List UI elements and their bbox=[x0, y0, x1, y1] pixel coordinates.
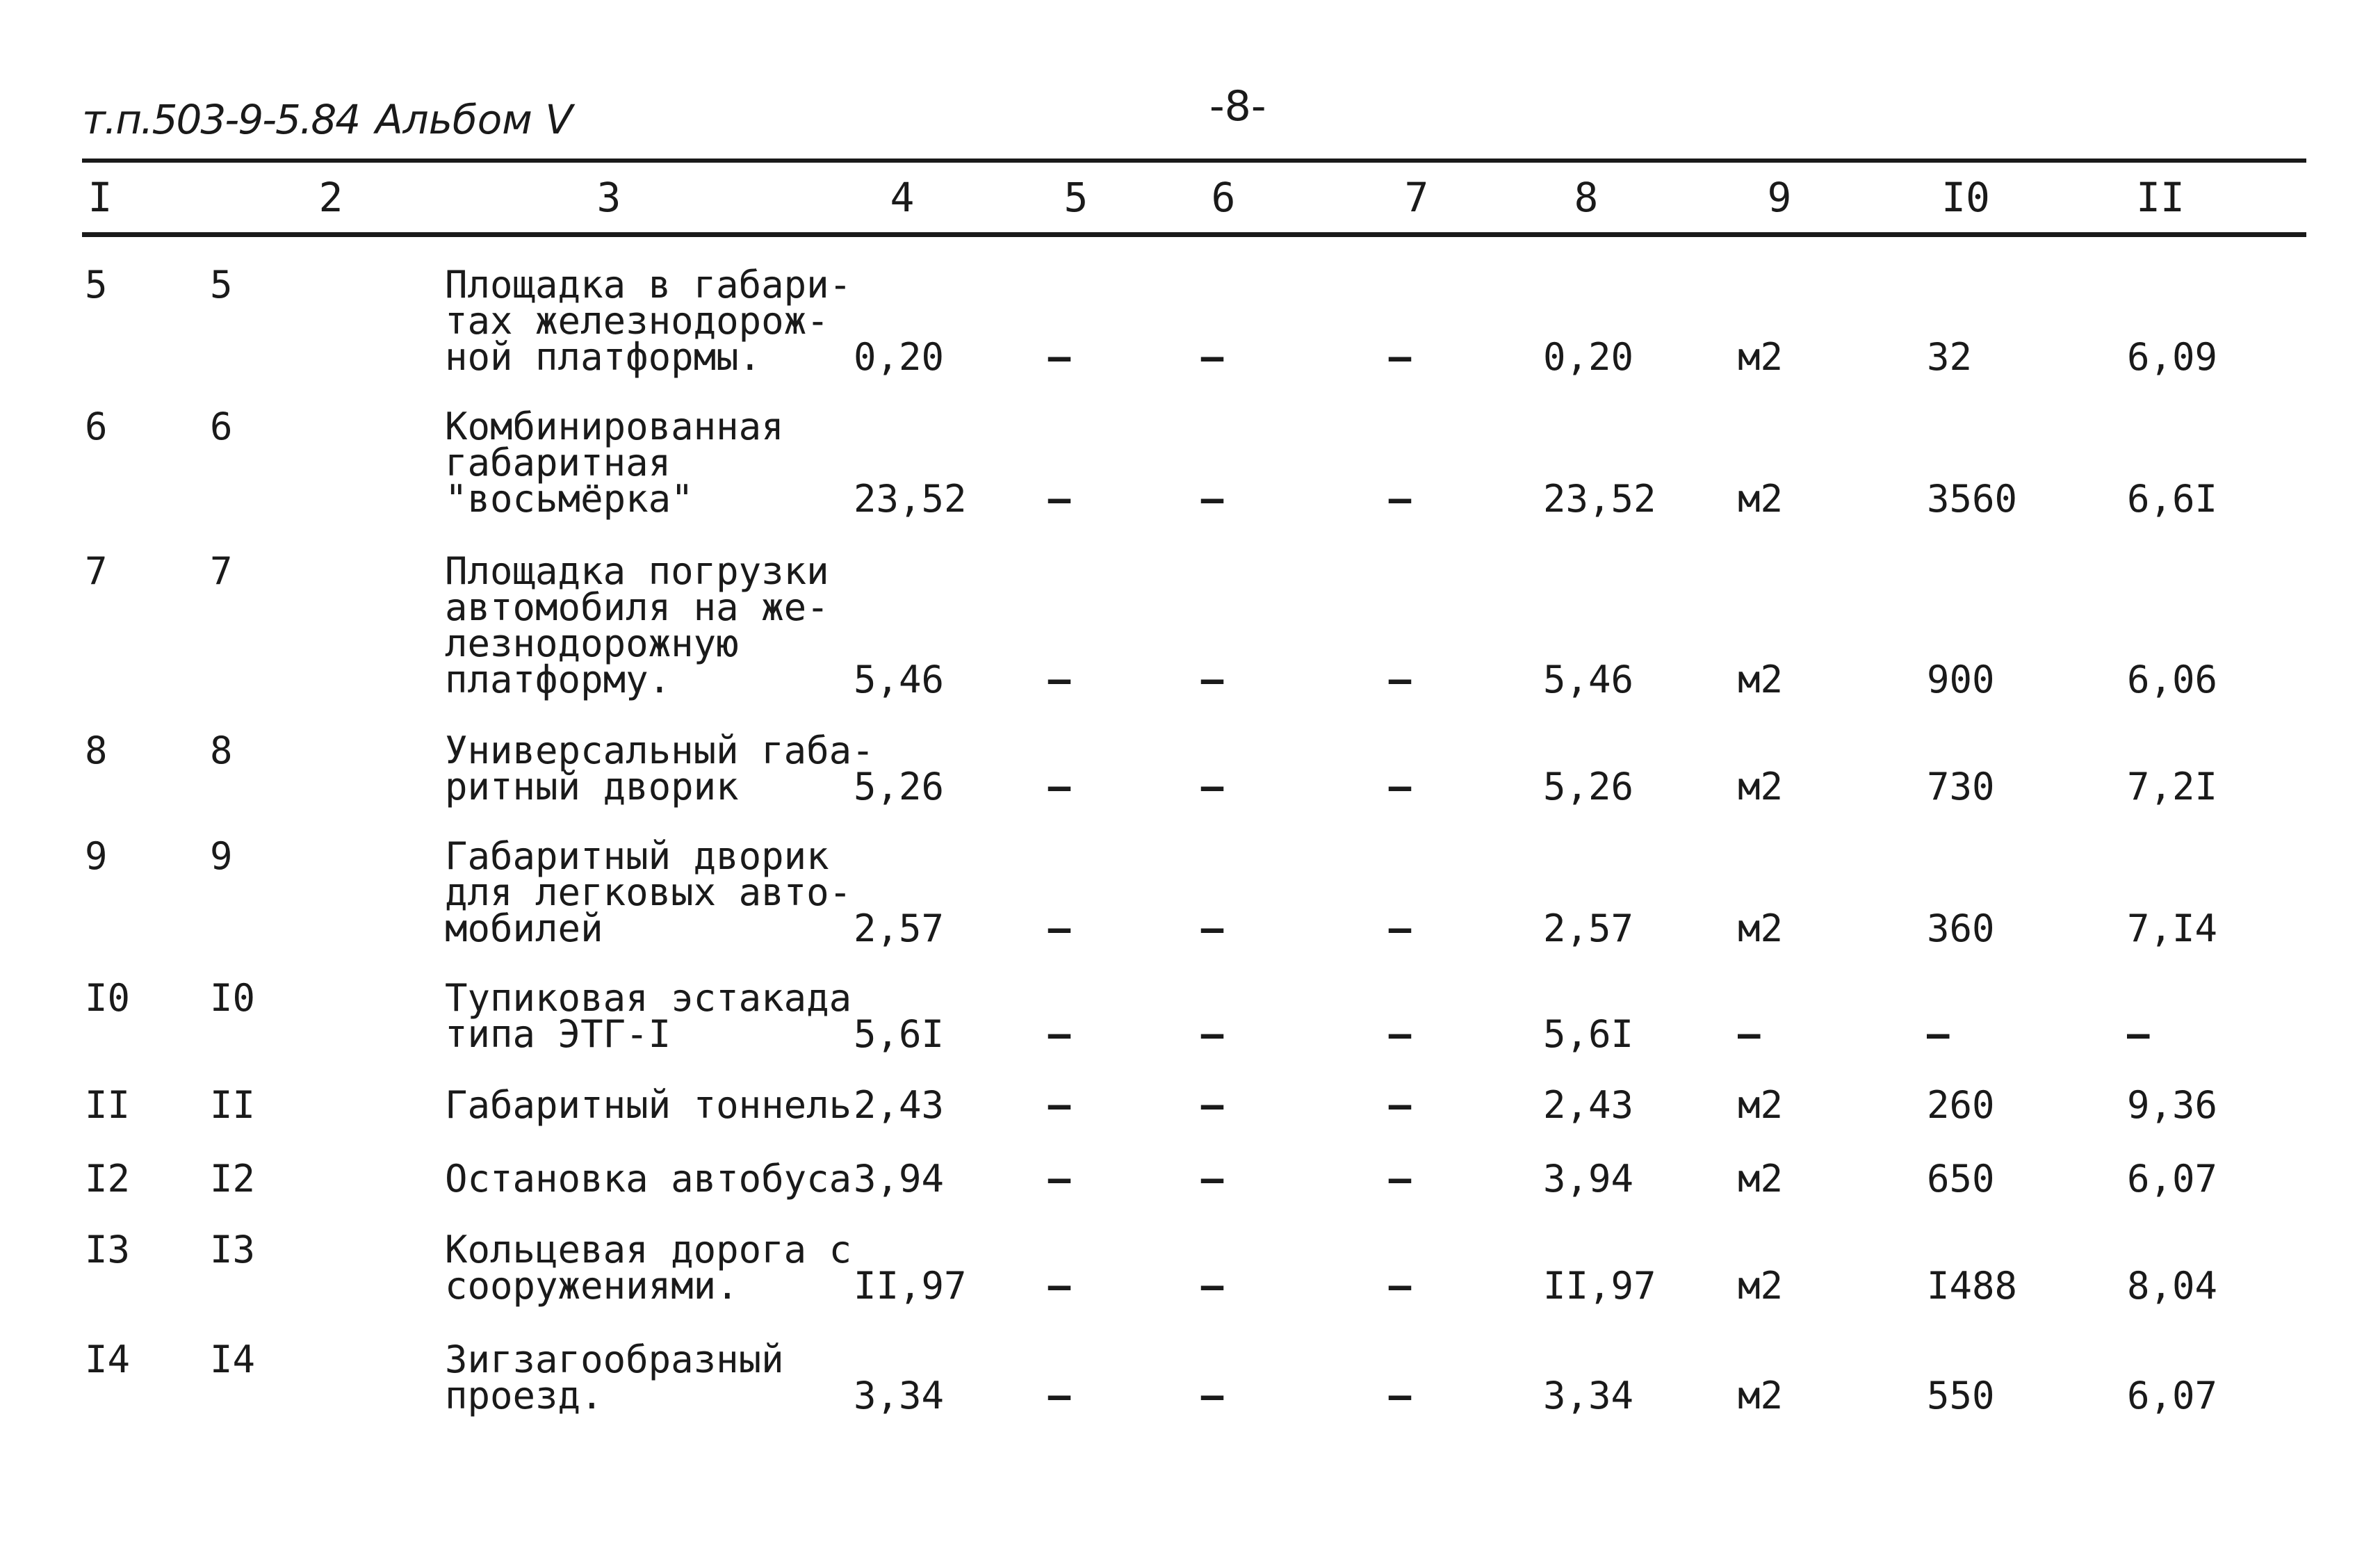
unit: м2 bbox=[1738, 907, 1784, 950]
value-col7: – bbox=[1388, 658, 1412, 701]
col-header-1: I bbox=[88, 174, 113, 221]
col-header-4: 4 bbox=[890, 174, 915, 221]
value-col8: 0,20 bbox=[1543, 335, 1634, 379]
page-number: -8- bbox=[1209, 82, 1266, 131]
item-number: I3 bbox=[210, 1228, 256, 1271]
value-col6: – bbox=[1200, 765, 1224, 809]
row-number: 8 bbox=[85, 729, 108, 772]
item-name: Комбинированная габаритная "восьмёрка" bbox=[445, 405, 784, 521]
value-col4: 5,6I bbox=[854, 1012, 945, 1056]
value-col4: 2,43 bbox=[854, 1083, 945, 1127]
item-name: Площадка в габари- тах железнодорож- ной платформы. bbox=[445, 263, 852, 379]
value-col6: – bbox=[1200, 907, 1224, 950]
unit: м2 bbox=[1738, 1157, 1784, 1201]
col-header-3: 3 bbox=[596, 174, 621, 221]
value-col10: 550 bbox=[1927, 1374, 1995, 1417]
value-col5: – bbox=[1048, 1374, 1071, 1417]
document-code: т.п.503-9-5.84 bbox=[82, 96, 360, 143]
value-col4: 2,57 bbox=[854, 907, 945, 950]
value-col8: II,97 bbox=[1543, 1264, 1656, 1308]
value-col6: – bbox=[1200, 1264, 1224, 1308]
item-number: 8 bbox=[210, 729, 233, 772]
value-col11: 6,07 bbox=[2127, 1374, 2218, 1417]
row-number: 9 bbox=[85, 834, 108, 878]
value-col10: 360 bbox=[1927, 907, 1995, 950]
item-number: I2 bbox=[210, 1157, 256, 1201]
value-col4: II,97 bbox=[854, 1264, 967, 1308]
value-col7: – bbox=[1388, 1083, 1412, 1127]
value-col5: – bbox=[1048, 477, 1071, 521]
value-col4: 5,26 bbox=[854, 765, 945, 809]
col-header-8: 8 bbox=[1574, 174, 1599, 221]
value-col11: 6,09 bbox=[2127, 335, 2218, 379]
row-number: 5 bbox=[85, 263, 108, 307]
row-number: II bbox=[85, 1083, 131, 1127]
col-header-10: I0 bbox=[1941, 174, 1990, 221]
item-name: Остановка автобуса bbox=[445, 1157, 852, 1201]
item-name: Тупиковая эстакада типа ЭТГ-I bbox=[445, 976, 852, 1056]
item-name: Площадка погрузки автомобиля на же- лезнодорожную платформу. bbox=[445, 549, 829, 701]
value-col5: – bbox=[1048, 658, 1071, 701]
value-col11: 6,07 bbox=[2127, 1157, 2218, 1201]
value-col5: – bbox=[1048, 1083, 1071, 1127]
unit: м2 bbox=[1738, 1083, 1784, 1127]
value-col4: 5,46 bbox=[854, 658, 945, 701]
col-header-9: 9 bbox=[1767, 174, 1792, 221]
value-col11: 6,06 bbox=[2127, 658, 2218, 701]
value-col8: 3,34 bbox=[1543, 1374, 1634, 1417]
item-name: Кольцевая дорога с сооружениями. bbox=[445, 1228, 852, 1308]
value-col10: 900 bbox=[1927, 658, 1995, 701]
value-col4: 3,94 bbox=[854, 1157, 945, 1201]
item-number: I0 bbox=[210, 976, 256, 1020]
unit: – bbox=[1738, 1012, 1761, 1056]
value-col7: – bbox=[1388, 907, 1412, 950]
value-col6: – bbox=[1200, 335, 1224, 379]
value-col4: 3,34 bbox=[854, 1374, 945, 1417]
item-number: 5 bbox=[210, 263, 233, 307]
value-col10: 260 bbox=[1927, 1083, 1995, 1127]
value-col6: – bbox=[1200, 658, 1224, 701]
unit: м2 bbox=[1738, 765, 1784, 809]
item-name: Габаритный дворик для легковых авто- мобилей bbox=[445, 834, 852, 950]
value-col10: 32 bbox=[1927, 335, 1973, 379]
unit: м2 bbox=[1738, 658, 1784, 701]
col-header-6: 6 bbox=[1211, 174, 1236, 221]
value-col7: – bbox=[1388, 1012, 1412, 1056]
value-col6: – bbox=[1200, 1374, 1224, 1417]
value-col5: – bbox=[1048, 1264, 1071, 1308]
row-number: I4 bbox=[85, 1338, 131, 1381]
value-col8: 5,46 bbox=[1543, 658, 1634, 701]
col-header-7: 7 bbox=[1404, 174, 1429, 221]
value-col6: – bbox=[1200, 477, 1224, 521]
value-col8: 3,94 bbox=[1543, 1157, 1634, 1201]
row-number: 6 bbox=[85, 405, 108, 448]
value-col5: – bbox=[1048, 765, 1071, 809]
unit: м2 bbox=[1738, 1264, 1784, 1308]
value-col11: 7,2I bbox=[2127, 765, 2218, 809]
value-col7: – bbox=[1388, 335, 1412, 379]
album-label: Альбом V bbox=[375, 96, 573, 143]
value-col4: 23,52 bbox=[854, 477, 967, 521]
row-number: I3 bbox=[85, 1228, 131, 1271]
value-col5: – bbox=[1048, 907, 1071, 950]
value-col5: – bbox=[1048, 1012, 1071, 1056]
item-name: Зигзагообразный проезд. bbox=[445, 1338, 784, 1417]
value-col7: – bbox=[1388, 1157, 1412, 1201]
value-col11: – bbox=[2127, 1012, 2150, 1056]
value-col6: – bbox=[1200, 1083, 1224, 1127]
unit: м2 bbox=[1738, 1374, 1784, 1417]
value-col7: – bbox=[1388, 477, 1412, 521]
item-number: I4 bbox=[210, 1338, 256, 1381]
value-col8: 2,57 bbox=[1543, 907, 1634, 950]
value-col7: – bbox=[1388, 1264, 1412, 1308]
row-number: 7 bbox=[85, 549, 108, 593]
value-col5: – bbox=[1048, 335, 1071, 379]
item-number: 7 bbox=[210, 549, 233, 593]
row-number: I2 bbox=[85, 1157, 131, 1201]
item-name: Универсальный габа- ритный дворик bbox=[445, 729, 874, 809]
unit: м2 bbox=[1738, 477, 1784, 521]
value-col11: 9,36 bbox=[2127, 1083, 2218, 1127]
item-number: 6 bbox=[210, 405, 233, 448]
value-col5: – bbox=[1048, 1157, 1071, 1201]
value-col11: 7,I4 bbox=[2127, 907, 2218, 950]
unit: м2 bbox=[1738, 335, 1784, 379]
col-header-2: 2 bbox=[318, 174, 343, 221]
value-col4: 0,20 bbox=[854, 335, 945, 379]
item-name: Габаритный тоннель bbox=[445, 1083, 852, 1127]
value-col10: 3560 bbox=[1927, 477, 2018, 521]
value-col11: 8,04 bbox=[2127, 1264, 2218, 1308]
col-header-11: II bbox=[2136, 174, 2185, 221]
col-header-5: 5 bbox=[1063, 174, 1089, 221]
value-col8: 5,6I bbox=[1543, 1012, 1634, 1056]
value-col11: 6,6I bbox=[2127, 477, 2218, 521]
value-col6: – bbox=[1200, 1157, 1224, 1201]
value-col10: I488 bbox=[1927, 1264, 2018, 1308]
row-number: I0 bbox=[85, 976, 131, 1020]
value-col8: 5,26 bbox=[1543, 765, 1634, 809]
value-col6: – bbox=[1200, 1012, 1224, 1056]
value-col7: – bbox=[1388, 1374, 1412, 1417]
value-col10: 730 bbox=[1927, 765, 1995, 809]
item-number: 9 bbox=[210, 834, 233, 878]
value-col10: 650 bbox=[1927, 1157, 1995, 1201]
item-number: II bbox=[210, 1083, 256, 1127]
value-col8: 2,43 bbox=[1543, 1083, 1634, 1127]
value-col8: 23,52 bbox=[1543, 477, 1656, 521]
value-col10: – bbox=[1927, 1012, 1950, 1056]
value-col7: – bbox=[1388, 765, 1412, 809]
